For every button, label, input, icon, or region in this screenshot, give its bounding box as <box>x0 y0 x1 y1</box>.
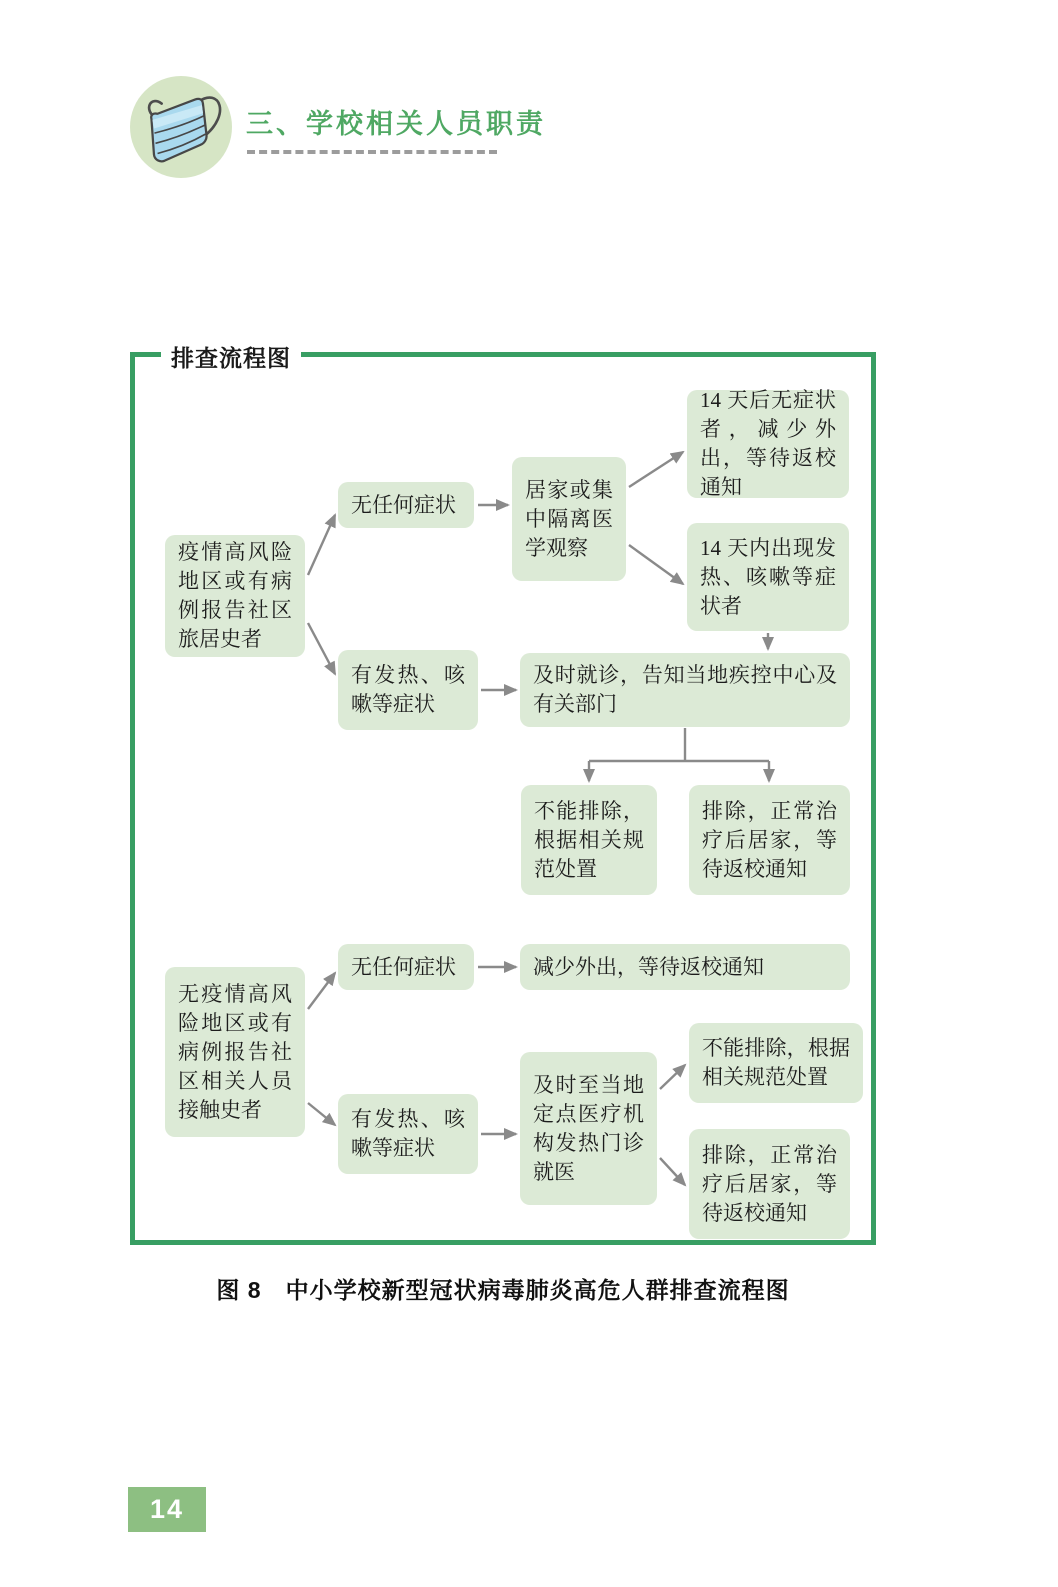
node-within-14-days: 14 天内出现发热、咳嗽等症状者 <box>687 523 849 631</box>
page-number-badge: 14 <box>128 1487 206 1532</box>
node-no-symptoms-1: 无任何症状 <box>338 482 474 528</box>
node-no-symptoms-2: 无任何症状 <box>338 944 474 990</box>
node-source-high-risk: 疫情高风险地区或有病例报告社区旅居史者 <box>165 535 305 657</box>
node-source-no-high-risk: 无疫情高风险地区或有病例报告社区相关人员接触史者 <box>165 967 305 1137</box>
node-not-excluded-1: 不能排除，根据相关规范处置 <box>521 785 657 895</box>
flowchart-frame <box>130 345 876 1245</box>
face-mask-icon <box>130 76 232 178</box>
node-excluded-1: 排除，正常治疗后居家，等待返校通知 <box>689 785 850 895</box>
node-fever-clinic: 及时至当地定点医疗机构发热门诊就医 <box>520 1052 657 1205</box>
node-has-symptoms-1: 有发热、咳嗽等症状 <box>338 650 478 730</box>
chapter-title-underline <box>247 150 497 154</box>
node-reduce-outing: 减少外出，等待返校通知 <box>520 944 850 990</box>
figure-caption: 图 8 中小学校新型冠状病毒肺炎高危人群排查流程图 <box>216 1277 790 1303</box>
node-after-14-days: 14 天后无症状者，减少外出，等待返校通知 <box>687 390 849 498</box>
node-quarantine-observation: 居家或集中隔离医学观察 <box>512 457 626 581</box>
node-not-excluded-2: 不能排除，根据相关规范处置 <box>689 1023 863 1103</box>
flowchart-frame-title: 排查流程图 <box>161 340 301 373</box>
node-seek-care-cdc: 及时就诊，告知当地疾控中心及有关部门 <box>520 653 850 727</box>
node-has-symptoms-2: 有发热、咳嗽等症状 <box>338 1094 478 1174</box>
chapter-title: 三、学校相关人员职责 <box>246 109 546 139</box>
node-excluded-2: 排除，正常治疗后居家，等待返校通知 <box>689 1129 850 1239</box>
